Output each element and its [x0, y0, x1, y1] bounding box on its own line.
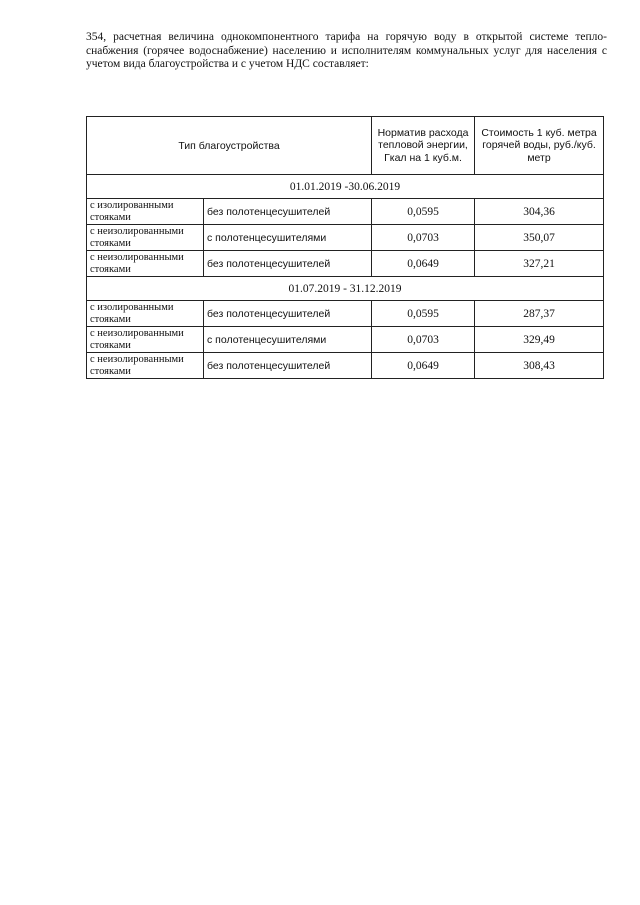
- table-row: [87, 251, 604, 277]
- towel-dryer-cell: без полотенцесушителей: [204, 353, 372, 379]
- period-label: 01.07.2019 - 31.12.2019: [87, 277, 604, 301]
- intro-paragraph: 354, расчетная величина однокомпонентного тарифа на горячую воду в открытой системе тепло-снабжения (горячее водоснабжение) населению и исполнителям коммунальных услуг для населения с учетом вида благоустройства и с учетом НДС составляет:: [86, 31, 607, 71]
- towel-dryer-cell: без полотенцесушителей: [204, 251, 372, 277]
- cost-cell: 327,21: [475, 251, 604, 277]
- norm-cell: 0,0703: [372, 225, 475, 251]
- table-row: [87, 353, 604, 379]
- cost-cell: 350,07: [475, 225, 604, 251]
- norm-cell: 0,0595: [372, 301, 475, 327]
- riser-type-cell: с неизолированными стояками: [87, 251, 204, 277]
- table-row: [87, 327, 604, 353]
- riser-type-cell: с неизолированными стояками: [87, 327, 204, 353]
- period-row: [87, 175, 604, 199]
- riser-type-cell: с изолированными стояками: [87, 199, 204, 225]
- period-row: [87, 277, 604, 301]
- towel-dryer-cell: без полотенцесушителей: [204, 199, 372, 225]
- table-row: [87, 225, 604, 251]
- header-type: Тип благоустройства: [87, 117, 372, 175]
- table-row: [87, 199, 604, 225]
- period-label: 01.01.2019 -30.06.2019: [87, 175, 604, 199]
- cost-cell: 308,43: [475, 353, 604, 379]
- cost-cell: 329,49: [475, 327, 604, 353]
- header-cost: Стоимость 1 куб. метра горячей воды, руб./куб. метр: [475, 117, 604, 175]
- table-row: [87, 301, 604, 327]
- norm-cell: 0,0703: [372, 327, 475, 353]
- towel-dryer-cell: с полотенцесушителями: [204, 225, 372, 251]
- towel-dryer-cell: с полотенцесушителями: [204, 327, 372, 353]
- norm-cell: 0,0649: [372, 251, 475, 277]
- cost-cell: 304,36: [475, 199, 604, 225]
- norm-cell: 0,0595: [372, 199, 475, 225]
- table-header-row: [87, 117, 604, 175]
- riser-type-cell: с неизолированными стояками: [87, 225, 204, 251]
- towel-dryer-cell: без полотенцесушителей: [204, 301, 372, 327]
- header-norm: Норматив расхода тепловой энергии, Гкал на 1 куб.м.: [372, 117, 475, 175]
- cost-cell: 287,37: [475, 301, 604, 327]
- riser-type-cell: с неизолированными стояками: [87, 353, 204, 379]
- tariff-table: [86, 116, 604, 379]
- norm-cell: 0,0649: [372, 353, 475, 379]
- riser-type-cell: с изолированными стояками: [87, 301, 204, 327]
